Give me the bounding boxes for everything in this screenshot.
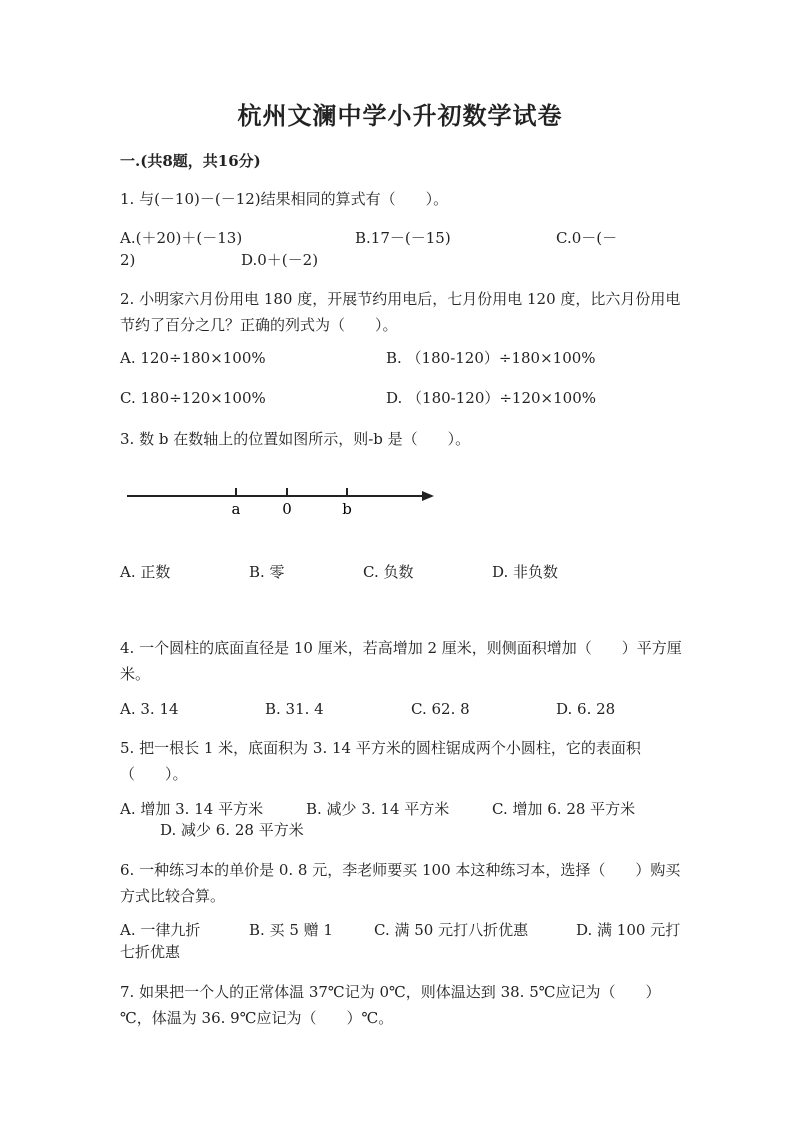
q6-option-c: C. 满 50 元打八折优惠 [374, 921, 529, 939]
q5-option-d: D. 减少 6. 28 平方米 [160, 821, 304, 839]
q1-option-b: B.17－(－15) [355, 229, 451, 247]
q3-option-a: A. 正数 [120, 563, 171, 581]
q4-option-d: D. 6. 28 [556, 700, 616, 718]
q1-option-c-continued: 2) [120, 251, 136, 269]
q5-option-a: A. 增加 3. 14 平方米 [120, 800, 264, 818]
question-1-stem: 1. 与(－10)－(－12)结果相同的算式有（ ）。 [120, 190, 449, 208]
question-4-stem: 4. 一个圆柱的底面直径是 10 厘米，若高增加 2 厘米，则侧面积增加（ ）平方厘米。 [120, 639, 682, 683]
q6-option-a: A. 一律九折 [120, 921, 201, 939]
label-b: b [342, 500, 352, 518]
question-2-stem: 2. 小明家六月份用电 180 度，开展节约用电后，七月份用电 120 度，比六月份用电节约了百分之几？正确的列式为（ ）。 [120, 290, 681, 334]
q6-option-d: D. 满 100 元打 [576, 921, 681, 939]
question-3-stem: 3. 数 b 在数轴上的位置如图所示，则-b 是（ ）。 [120, 430, 471, 448]
q2-option-d: D. （180-120）÷120×100% [386, 389, 597, 407]
q2-option-b: B. （180-120）÷180×100% [386, 349, 596, 367]
q6-option-b: B. 买 5 赠 1 [249, 921, 333, 939]
question-6-stem: 6. 一种练习本的单价是 0. 8 元，李老师要买 100 本这种练习本，选择（ ）购买方式比较合算。 [120, 861, 681, 905]
q6-option-d-continued: 七折优惠 [120, 943, 181, 961]
label-a: a [231, 500, 241, 518]
q5-option-c: C. 增加 6. 28 平方米 [492, 800, 636, 818]
q4-option-c: C. 62. 8 [411, 700, 470, 718]
q3-option-c: C. 负数 [363, 563, 414, 581]
label-zero: 0 [282, 500, 292, 518]
page-title: 杭州文澜中学小升初数学试卷 [237, 101, 563, 130]
q4-option-a: A. 3. 14 [120, 700, 179, 718]
q1-option-c: C.0－(－ [556, 229, 618, 247]
number-line-figure [122, 484, 452, 524]
q5-option-b: B. 减少 3. 14 平方米 [306, 800, 450, 818]
question-7-stem: 7. 如果把一个人的正常体温 37℃记为 0℃，则体温达到 38. 5℃应记为（ ）℃，体温为 36. 9℃应记为（ ）℃。 [120, 983, 661, 1027]
question-5-stem: 5. 把一根长 1 米，底面积为 3. 14 平方米的圆柱锯成两个小圆柱，它的表面积（ ）。 [120, 739, 641, 783]
q3-option-d: D. 非负数 [492, 563, 559, 581]
q2-option-c: C. 180÷120×100% [120, 389, 266, 407]
number-line-arrow [422, 491, 434, 501]
q3-option-b: B. 零 [249, 563, 285, 581]
q1-option-a: A.(＋20)＋(－13) [120, 229, 243, 247]
q2-option-a: A. 120÷180×100% [120, 349, 266, 367]
q1-option-d: D.0＋(－2) [241, 251, 319, 269]
section-heading: 一.(共8题，共16分) [120, 152, 261, 170]
q4-option-b: B. 31. 4 [265, 700, 324, 718]
